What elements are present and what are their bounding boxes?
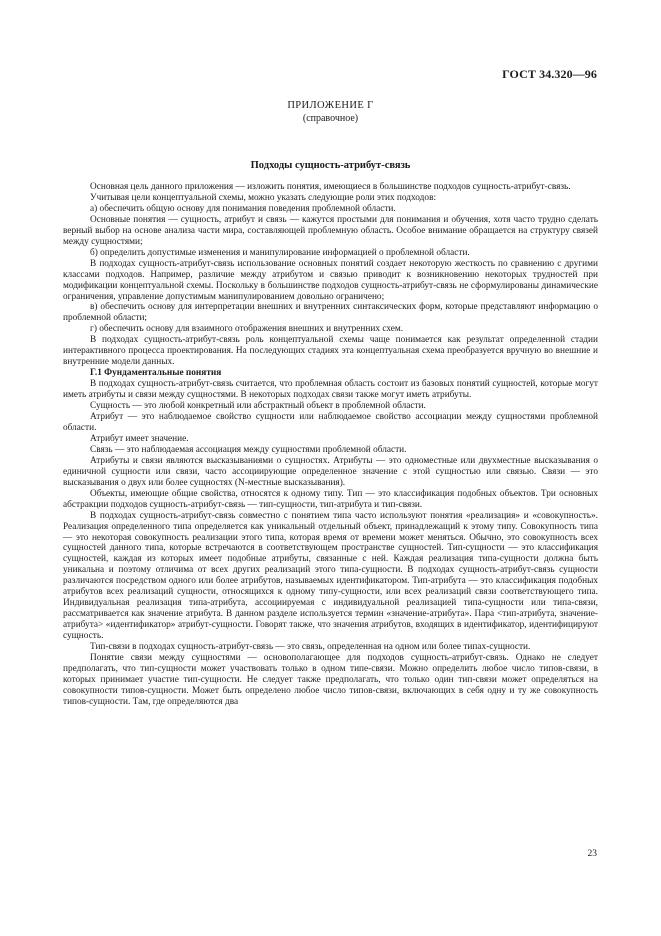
paragraph: Понятие связи между сущностями — основополагающее для подходов сущность-атрибут-связь. Однако не следует предполагать, что тип-сущности может участвовать только в одном типе-связи. Можно определить любое число типов-связи, в которых принимает участие тип-сущности. Не следует также предполагать, что только один тип-связи может определяться на совокупности типов-сущности. Может быть определено любое число типов-связи, включающих в себя одну и ту же совокупность типов-сущности. Там, где определяются два — [63, 652, 598, 707]
paragraph: Атрибут — это наблюдаемое свойство сущности или наблюдаемое свойство ассоциации между сущностями проблемной области. — [63, 412, 598, 433]
paragraph: а) обеспечить общую основу для понимания поведения проблемной области. — [90, 203, 396, 214]
paragraph: В подходах сущность-атрибут-связь считается, что проблемная область состоит из базовых понятий сущностей, которые могут иметь атрибуты и связи между сущностями. В некоторых подходах связи также могут иметь атрибуты. — [63, 379, 598, 401]
paragraph: Атрибуты и связи являются высказываниями о сущностях. Атрибуты — это одноместные или двухместные высказывания о единичной сущности или связи, часто ассоциирующие определенное значение с этой сущностью или связью. Связи — это высказывания о двух или более сущностях (N-местные высказывания). — [63, 455, 598, 488]
appendix-title: ПРИЛОЖЕНИЕ Г — [287, 100, 374, 111]
paragraph: в) обеспечить основу для интерпретации внешних и внутренних синтаксических форм, которые представляют информацию о проблемной области; — [63, 302, 598, 324]
subsection-heading: Г.1 Фундаментальные понятия — [90, 368, 222, 379]
paragraph: Учитывая цели концептуальной схемы, можно указать следующие роли этих подходов: — [90, 192, 437, 203]
paragraph: Основная цель данного приложения — изложить понятия, имеющиеся в большинстве подходов сущность-атрибут-связь. — [90, 182, 571, 192]
paragraph: Тип-связи в подходах сущность-атрибут-связь — это связь, определенная на одном или более типах-сущности. — [90, 642, 531, 653]
paragraph: Основные понятия — сущность, атрибут и связь — кажутся простыми для понимания и обучения, хотя часто трудно сделать верный выбор на основе анализа части мира, составляющей проблемную область. Особое внимание обращается на структуру связей между сущностями; — [63, 214, 598, 247]
paragraph: Сущность — это любой конкретный или абстрактный объект в проблемной области. — [90, 401, 426, 412]
standard-number: ГОСТ 34.320—96 — [502, 67, 597, 81]
body-text — [63, 182, 598, 708]
paragraph: г) обеспечить основу для взаимного отображения внешних и внутренних схем. — [90, 324, 404, 335]
paragraph: Атрибут имеет значение. — [90, 433, 189, 444]
paragraph: б) определить допустимые изменения и манипулирование информацией о проблемной области. — [90, 247, 470, 258]
section-title: Подходы сущность-атрибут-связь — [250, 160, 411, 171]
paragraph: Связь — это наблюдаемая ассоциация между сущностями проблемной области. — [90, 444, 407, 455]
page-number: 23 — [587, 849, 597, 859]
appendix-subtitle: (справочное) — [302, 113, 359, 124]
paragraph: Объекты, имеющие общие свойства, относятся к одному типу. Тип — это классификация подобных объектов. Три основных абстракции подходов сущность-атрибут-связь — тип-сущности, тип-атрибута и тип-связи. — [63, 488, 598, 510]
paragraph: В подходах сущность-атрибут-связь использование основных понятий создает некоторую жесткость по сравнению с другими классами подходов. Например, различие между атрибутом и связью приводит к возникновению некоторых трудностей при модификации концептуальной схемы. Поскольку в большинстве подходов сущность-атрибут-связь не сформулированы динамические ограничения, управление допустимым манипулированием довольно ограничено; — [63, 258, 598, 302]
paragraph: В подходах сущность-атрибут-связь роль концептуальной схемы чаще понимается как результат определенной стадии интерактивного процесса проектирования. На последующих стадиях эта концептуальная схема преобразуется вручную во внешние и внутренние модели данных. — [63, 335, 598, 368]
paragraph: В подходах сущность-атрибут-связь совместно с понятием типа часто используют понятия «реализация» и «совокупность». Реализация определенного типа определяется как уникальный отдельный объект, принадлежащий к этому типу. Совокупность типа — это некоторая совокупность реализации этого типа, которая время от времени может меняться. Обычно, это совокупность всех сущностей данного типа, которые встречаются в соответствующем пространстве сущностей. Тип-сущности — это классификация сущностей, каждая из которых имеет подобные атрибуты, связанные с ней. Каждая реализация типа-сущности должна быть уникальна и поэтому отличима от всех других реализаций этого типа-сущности. В подходах сущность-атрибут-связь сущности различаются посредством одного или более атрибутов, называемых идентификатором. Тип-атрибута — это классификация подобных атрибутов всех реализаций сущности, относящихся к одному типу-сущности, или всех реализаций связи соответствующего типа. Индивидуальная реализация типа-атрибута, ассоциируемая с индивидуальной реализацией типа-сущности или типа-связи, рассматривается как значение атрибута. В данном разделе используется термин «значение-атрибута». Пара <тип-атрибута, значение-атрибута> «идентификатор» атрибут-сущности. Говорят также, что значения атрибутов, входящих в идентификатор, идентифицируют сущность. — [63, 510, 598, 642]
